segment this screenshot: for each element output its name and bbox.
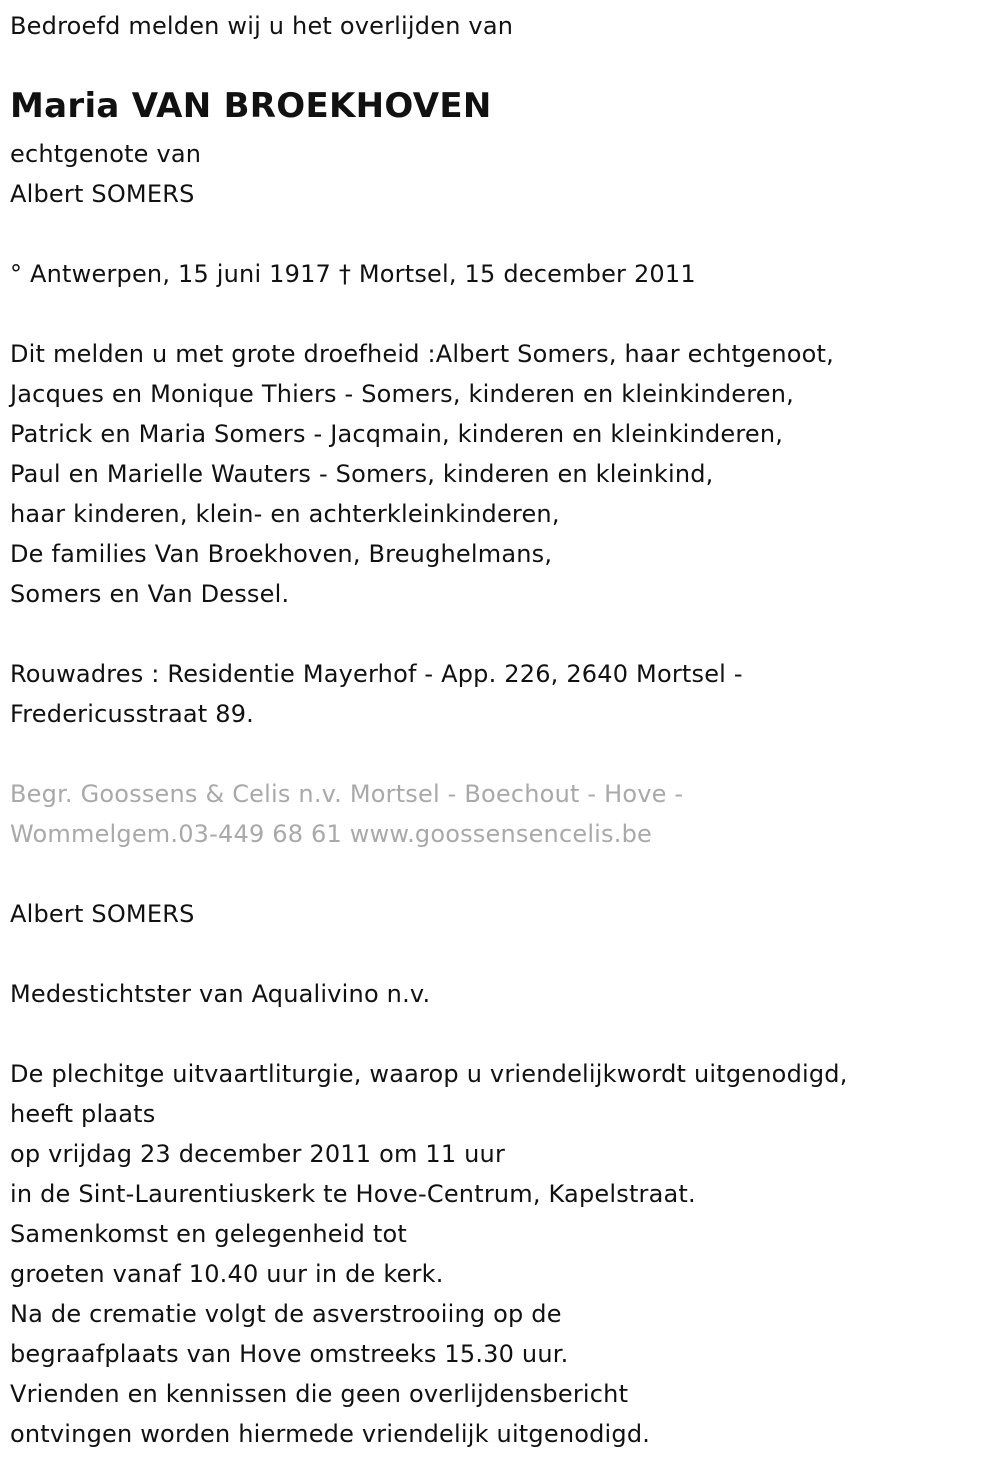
birth-death-line: ° Antwerpen, 15 juni 1917 † Mortsel, 15 december 2011 [10, 260, 696, 288]
intro-text: Bedroefd melden wij u het overlijden van [10, 12, 514, 40]
ceremony-line: Na de crematie volgt de asverstrooiing op de [10, 1300, 562, 1328]
ceremony-line: Samenkomst en gelegenheid tot [10, 1220, 408, 1248]
family-line: Patrick en Maria Somers - Jacqmain, kinderen en kleinkinderen, [10, 420, 784, 448]
address-line: Fredericusstraat 89. [10, 700, 255, 728]
family-line: haar kinderen, klein- en achterkleinkinderen, [10, 500, 560, 528]
family-line: Jacques en Monique Thiers - Somers, kinderen en kleinkinderen, [10, 380, 794, 408]
ceremony-line: begraafplaats van Hove omstreeks 15.30 uur. [10, 1340, 569, 1368]
ceremony-line: Vrienden en kennissen die geen overlijdensbericht [10, 1380, 629, 1408]
family-line: Somers en Van Dessel. [10, 580, 290, 608]
address-line: Rouwadres : Residentie Mayerhof - App. 226, 2640 Mortsel - [10, 660, 743, 688]
ceremony-line: groeten vanaf 10.40 uur in de kerk. [10, 1260, 444, 1288]
deceased-name: Maria VAN BROEKHOVEN [10, 86, 492, 126]
undertaker-line: Begr. Goossens & Celis n.v. Mortsel - Boechout - Hove - [10, 780, 684, 808]
role-line: Medestichtster van Aqualivino n.v. [10, 980, 431, 1008]
family-line: Dit melden u met grote droefheid :Albert Somers, haar echtgenoot, [10, 340, 834, 368]
spouse-repeat: Albert SOMERS [10, 900, 195, 928]
ceremony-line: ontvingen worden hiermede vriendelijk uitgenodigd. [10, 1420, 651, 1448]
family-line: De families Van Broekhoven, Breughelmans, [10, 540, 553, 568]
ceremony-line: heeft plaats [10, 1100, 156, 1128]
spouse-name: Albert SOMERS [10, 180, 195, 208]
spouse-label: echtgenote van [10, 140, 202, 168]
ceremony-line: De plechitge uitvaartliturgie, waarop u vriendelijkwordt uitgenodigd, [10, 1060, 848, 1088]
undertaker-line: Wommelgem.03-449 68 61 www.goossensencelis.be [10, 820, 652, 848]
ceremony-line: in de Sint-Laurentiuskerk te Hove-Centrum, Kapelstraat. [10, 1180, 696, 1208]
ceremony-line: op vrijdag 23 december 2011 om 11 uur [10, 1140, 506, 1168]
family-line: Paul en Marielle Wauters - Somers, kinderen en kleinkind, [10, 460, 714, 488]
